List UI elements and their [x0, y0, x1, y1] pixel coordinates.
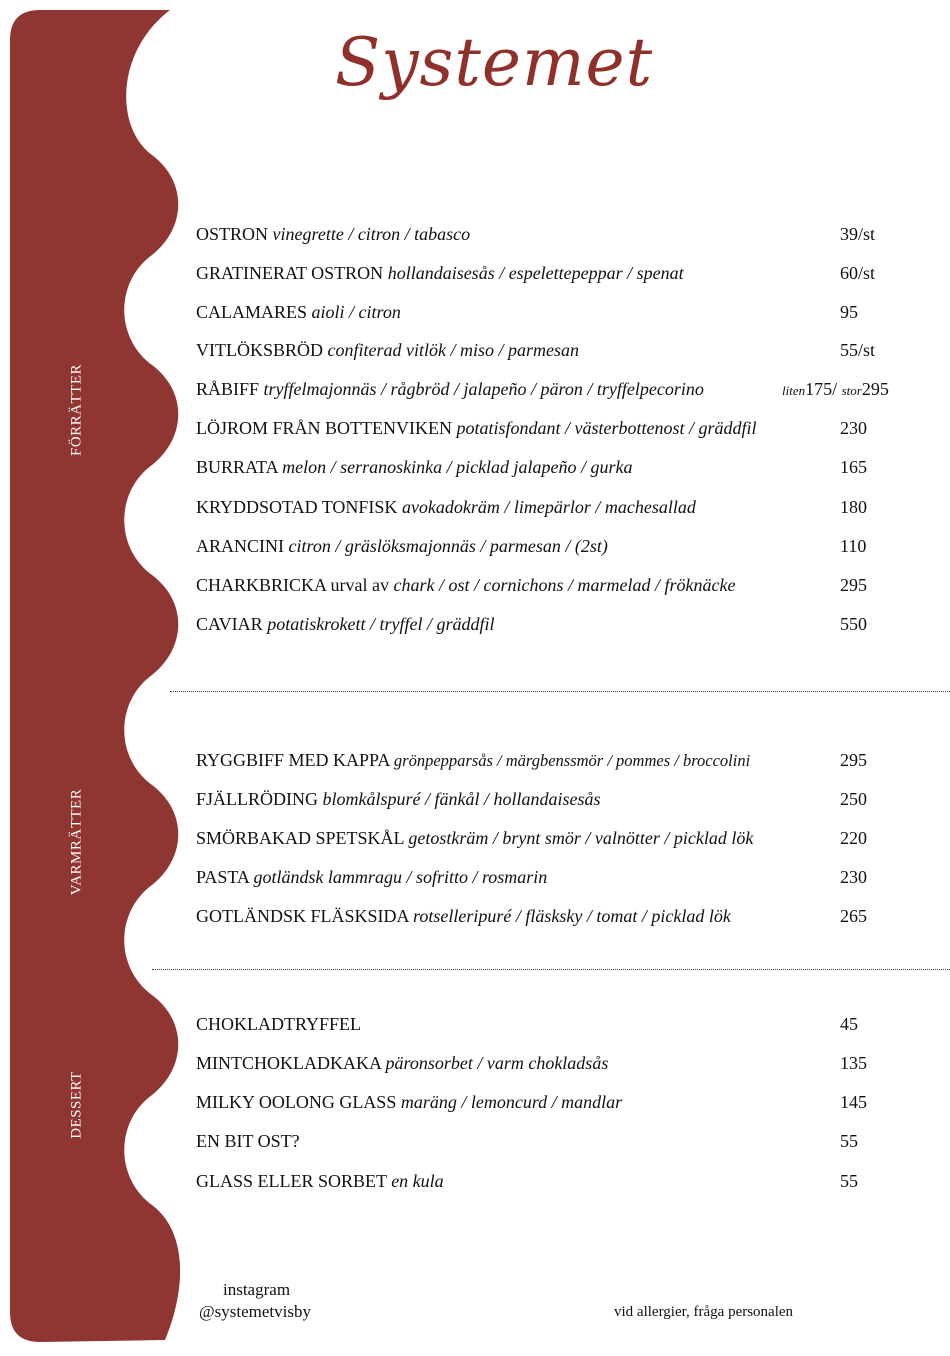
item-description: potatiskrokett / tryffel / gräddfil: [267, 614, 495, 634]
price-small: 175/: [805, 379, 838, 399]
menu-item: [196, 825, 936, 851]
item-price: 295: [840, 575, 867, 595]
menu-item: [196, 337, 936, 363]
menu-item: [196, 572, 936, 598]
menu-item: [196, 1089, 936, 1115]
item-description: grönpepparsås / märgbenssmör / pommes / broccolini: [393, 751, 751, 770]
item-price: 55: [840, 1171, 858, 1191]
item-name: CALAMARES: [196, 302, 308, 322]
item-price: 39/st: [840, 224, 876, 244]
item-description: blomkålspuré / fänkål / hollandaisesås: [322, 789, 601, 809]
menu-item: [196, 299, 936, 325]
menu-item: [196, 494, 936, 520]
restaurant-title: Systemet: [335, 24, 654, 101]
item-description: hollandaisesås / espelettepeppar / spenat: [387, 263, 684, 283]
item-description: citron / gräslöksmajonnäs / parmesan / (2st): [288, 536, 608, 556]
item-description: vinegrette / citron / tabasco: [272, 224, 471, 244]
menu-item: [196, 1011, 936, 1037]
item-price: 145: [840, 1092, 867, 1112]
item-name: CHARKBRICKA: [196, 575, 327, 595]
item-description: melon / serranoskinka / picklad jalapeño / gurka: [282, 457, 633, 477]
item-name: EN BIT OST?: [196, 1131, 300, 1151]
item-description: aioli / citron: [311, 302, 401, 322]
item-name: RÅBIFF: [196, 379, 260, 399]
item-description: tryffelmajonnäs / rågbröd / jalapeño / päron / tryffelpecorino: [263, 379, 704, 399]
item-description: rotselleripuré / fläsksky / tomat / picklad lök: [413, 906, 731, 926]
item-price: 165: [840, 457, 867, 477]
item-description: en kula: [391, 1171, 444, 1191]
menu-item: [196, 376, 936, 402]
allergy-note: vid allergier, fråga personalen: [614, 1304, 794, 1320]
section-divider: [152, 969, 950, 970]
item-price: [782, 376, 889, 404]
instagram-handle: @systemetvisby: [199, 1302, 311, 1321]
price-large: 295: [861, 379, 889, 399]
menu-item: [196, 864, 936, 890]
menu-item: [196, 903, 936, 929]
item-name: OSTRON: [196, 224, 269, 244]
item-name: GOTLÄNDSK FLÄSKSIDA: [196, 906, 409, 926]
item-name: GLASS ELLER SORBET: [196, 1171, 387, 1191]
menu-item: [196, 415, 936, 441]
menu-item: [196, 260, 936, 286]
menu-item: [196, 1168, 936, 1194]
menu-item: [196, 611, 936, 637]
menu-item: [196, 747, 936, 773]
item-price: 250: [840, 789, 867, 809]
menu-item: [196, 1128, 936, 1154]
item-name: MINTCHOKLADKAKA: [196, 1053, 381, 1073]
item-price: 60/st: [840, 263, 876, 283]
menu-item: [196, 786, 936, 812]
menu-item: [196, 454, 936, 480]
item-name: RYGGBIFF MED KAPPA: [196, 750, 390, 770]
item-name-extra: urval av: [330, 575, 390, 595]
item-name: LÖJROM FRÅN BOTTENVIKEN: [196, 418, 452, 438]
section-label-varmratter: VARMRÄTTER: [68, 788, 85, 896]
item-price: 230: [840, 418, 867, 438]
item-name: CAVIAR: [196, 614, 263, 634]
item-description: gotländsk lammragu / sofritto / rosmarin: [253, 867, 548, 887]
instagram-label: instagram: [223, 1280, 291, 1299]
menu-item: [196, 533, 936, 559]
item-description: getostkräm / brynt smör / valnötter / picklad lök: [408, 828, 754, 848]
item-price: 180: [840, 497, 867, 517]
item-name: GRATINERAT OSTRON: [196, 263, 384, 283]
item-name: MILKY OOLONG GLASS: [196, 1092, 397, 1112]
price-small-label: liten: [782, 383, 806, 398]
item-name: BURRATA: [196, 457, 278, 477]
item-price: 55/st: [840, 340, 876, 360]
item-name: VITLÖKSBRÖD: [196, 340, 324, 360]
section-label-dessert: DESSERT: [68, 1071, 85, 1139]
item-price: 45: [840, 1014, 858, 1034]
item-name: ARANCINI: [196, 536, 284, 556]
section-label-forratter: FÖRRÄTTER: [68, 363, 85, 457]
item-price: 265: [840, 906, 867, 926]
item-name: FJÄLLRÖDING: [196, 789, 319, 809]
item-name: KRYDDSOTAD TONFISK: [196, 497, 398, 517]
item-name: CHOKLADTRYFFEL: [196, 1014, 362, 1034]
item-description: avokadokräm / limepärlor / machesallad: [401, 497, 696, 517]
item-description: potatisfondant / västerbottenost / gräddfil: [456, 418, 757, 438]
menu-item: [196, 221, 936, 247]
item-name: SMÖRBAKAD SPETSKÅL: [196, 828, 404, 848]
item-description: confiterad vitlök / miso / parmesan: [327, 340, 579, 360]
item-price: 550: [840, 614, 867, 634]
item-price: 230: [840, 867, 867, 887]
item-price: 135: [840, 1053, 867, 1073]
item-description: maräng / lemoncurd / mandlar: [400, 1092, 623, 1112]
item-price: 220: [840, 828, 867, 848]
item-price: 110: [840, 536, 867, 556]
item-price: 295: [840, 750, 867, 770]
item-description: chark / ost / cornichons / marmelad / fröknäcke: [393, 575, 736, 595]
price-large-label: stor: [841, 383, 862, 398]
item-price: 95: [840, 302, 858, 322]
menu-item: [196, 1050, 936, 1076]
item-price: 55: [840, 1131, 858, 1151]
section-divider: [170, 691, 950, 692]
item-name: PASTA: [196, 867, 249, 887]
item-description: päronsorbet / varm chokladsås: [385, 1053, 609, 1073]
